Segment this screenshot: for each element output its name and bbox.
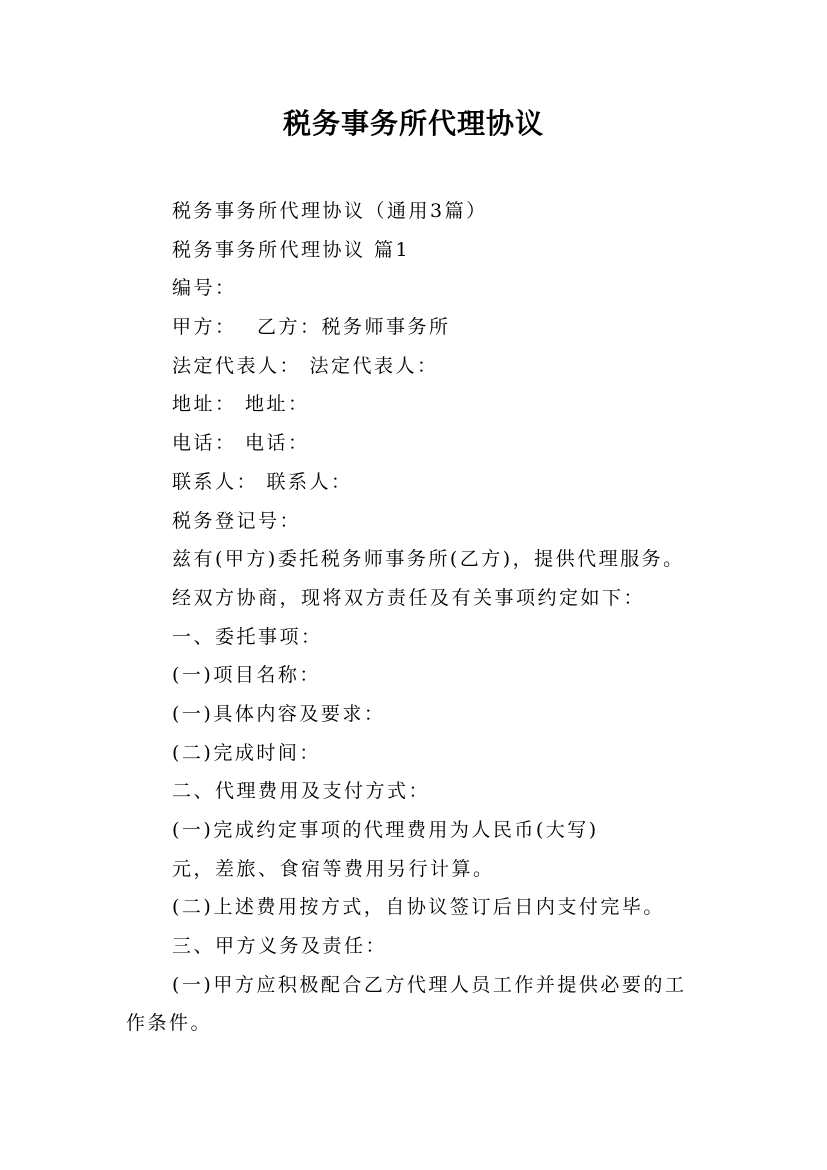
paragraph-line: 法定代表人： 法定代表人： xyxy=(172,354,439,377)
paragraph-line: (一)甲方应积极配合乙方代理人员工作并提供必要的工 xyxy=(172,973,687,996)
paragraph-line: 税务事务所代理协议（通用3篇） xyxy=(172,200,488,222)
paragraph-line: (二)完成时间： xyxy=(172,741,321,764)
paragraph-line: (一)具体内容及要求： xyxy=(172,702,386,725)
document-body xyxy=(126,192,726,1043)
paragraph-line: 元，差旅、食宿等费用另行计算。 xyxy=(172,857,495,880)
paragraph-line: (一)完成约定事项的代理费用为人民币(大写) xyxy=(172,819,599,841)
paragraph-line: 兹有(甲方)委托税务师事务所(乙方)，提供代理服务。 xyxy=(172,548,685,571)
paragraph-line-continuation: 作条件。 xyxy=(126,1012,213,1035)
document-title: 税务事务所代理协议 xyxy=(282,107,544,140)
paragraph-line: 二、代理费用及支付方式： xyxy=(172,780,431,803)
paragraph-line: 经双方协商，现将双方责任及有关事项约定如下： xyxy=(172,586,646,609)
paragraph-line: 联系人： 联系人： xyxy=(172,470,353,493)
paragraph-line: (一)项目名称： xyxy=(172,664,321,687)
paragraph-line: 税务事务所代理协议 篇1 xyxy=(172,238,411,261)
paragraph-line: 三、甲方义务及责任： xyxy=(172,935,388,958)
paragraph-line: 税务登记号： xyxy=(172,509,302,532)
paragraph-line: 地址： 地址： xyxy=(172,393,310,416)
paragraph-line: 一、委托事项： xyxy=(172,625,323,648)
paragraph-line: (二)上述费用按方式，自协议签订后日内支付完毕。 xyxy=(172,896,665,919)
paragraph-line: 编号： xyxy=(172,277,237,300)
paragraph-line: 电话： 电话： xyxy=(172,432,310,455)
paragraph-line: 甲方： 乙方：税务师事务所 xyxy=(172,316,451,339)
